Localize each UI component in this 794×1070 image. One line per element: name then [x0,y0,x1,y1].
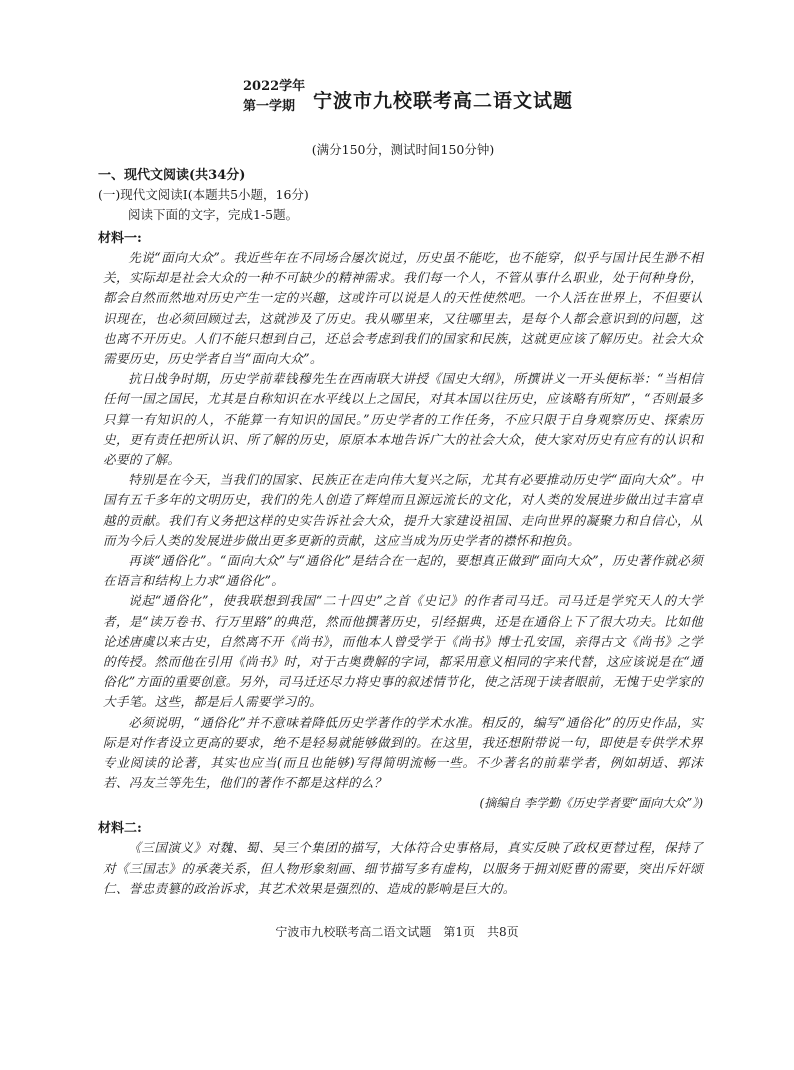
page-title: 宁波市九校联考高二语文试题 [313,90,574,112]
material1-heading: 材料一: [98,231,142,246]
section-heading: 一、现代文阅读(共34分) [98,168,246,183]
title-block [103,78,703,136]
material2-heading: 材料二: [98,821,142,837]
school-year: 2022学年 [243,79,306,94]
page-footer: 宁波市九校联考高二语文试题 第1页 共8页 [275,925,519,939]
exam-note: (满分150分，测试时间150分钟) [311,142,495,157]
material2-paragraph: 《三国演义》对魏、蜀、吴三个集团的描写，大体符合史事格局，真实反映了政权更替过程，保持了对《三国志》的承袭关系，但人物形象刻画、细节描写多有虚构，以服务于拥刘贬曹的需要，突出斥奸颂仁、誉忠责篡的政治诉求，其艺术效果是强烈的、造成的影响是巨大的。 [103,840,703,896]
instruction: 阅读下面的文字，完成1-5题。 [128,207,299,222]
exam-page [98,78,703,899]
material1-paragraph: 抗日战争时期，历史学前辈钱穆先生在西南联大讲授《国史大纲》，所撰讲义一开头便标举：“当相信任何一国之国民，尤其是自称知识在水平线以上之国民，对其本国以往历史，应该略有所知”，“否则最多只算一有知识的人，不能算一有知识的国民。”历史学者的工作任务，不应只限于自身观察历史、探索历史，更有责任把所认识、所了解的历史，原原本本地告诉广大的社会大众，使大家对历史有应有的认识和必要的了解。 [103,371,703,468]
material1-paragraph: 说起“通俗化”，使我联想到我国“二十四史”之首《史记》的作者司马迁。司马迁是学究天人的大学者，是“读万卷书、行万里路”的典范，然而他撰著历史，引经据典，还是在通俗上下了很大功夫。比如他论述唐虞以来古史，自然离不开《尚书》，而他本人曾受学于《尚书》博士孔安国，亲得古文《尚书》之学的传授。然而他在引用《尚书》时，对于古奥费解的字词，都采用意义相同的字来代替，这应该说是在“通俗化”方面的重要创意。另外，司马迁还尽力将史事的叙述情节化，使之活现于读者眼前，无愧于史学家的大手笔。这些，都是后人需要学习的。 [103,593,703,710]
material1-paragraph: 必须说明，“通俗化”并不意味着降低历史学著作的学术水准。相反的，编写“通俗化”的历史作品，实际是对作者设立更高的要求，绝不是轻易就能够做到的。在这里，我还想附带说一句，即使是专供学术界专业阅读的论著，其实也应当(而且也能够)写得简明流畅一些。不少著名的前辈学者，例如胡适、郭沫若、冯友兰等先生，他们的著作不都是这样的么？ [103,714,703,791]
school-term: 第一学期 [243,99,296,114]
sub-section-heading: (一)现代文阅读Ⅰ(本题共5小题，16分) [98,187,309,202]
material1-paragraph: 再谈“通俗化”。“面向大众”与“通俗化”是结合在一起的，要想真正做到“面向大众”，历史著作就必须在语言和结构上力求“通俗化”。 [103,553,703,589]
material1-source: (摘编自 李学勤《历史学者要“面向大众”》) [479,796,703,811]
material1-paragraph: 先说“面向大众”。我近些年在不同场合屡次说过，历史虽不能吃，也不能穿，似乎与国计民生渺不相关，实际却是社会大众的一种不可缺少的精神需求。我们每一个人，不管从事什么职业，处于何种身份，都会自然而然地对历史产生一定的兴趣，这或许可以说是人的天性使然吧。一个人活在世界上，不但要认识现在，也必须回顾过去，这就涉及了历史。我从哪里来，又往哪里去，是每个人都会意识到的问题，这也离不开历史。人们不能只想到自己，还总会考虑到我们的国家和民族，这就更应该了解历史。社会大众需要历史，历史学者自当“面向大众”。 [103,250,703,367]
material1-paragraph: 特别是在今天，当我们的国家、民族正在走向伟大复兴之际，尤其有必要推动历史学“面向大众”。中国有五千多年的文明历史，我们的先人创造了辉煌而且源远流长的文化，对人类的发展进步做出过丰富卓越的贡献。我们有义务把这样的史实告诉社会大众，提升大家建设祖国、走向世界的凝聚力和自信心，从而为今后人类的发展进步做出更多更新的贡献，这应当成为历史学者的襟怀和抱负。 [103,472,703,548]
